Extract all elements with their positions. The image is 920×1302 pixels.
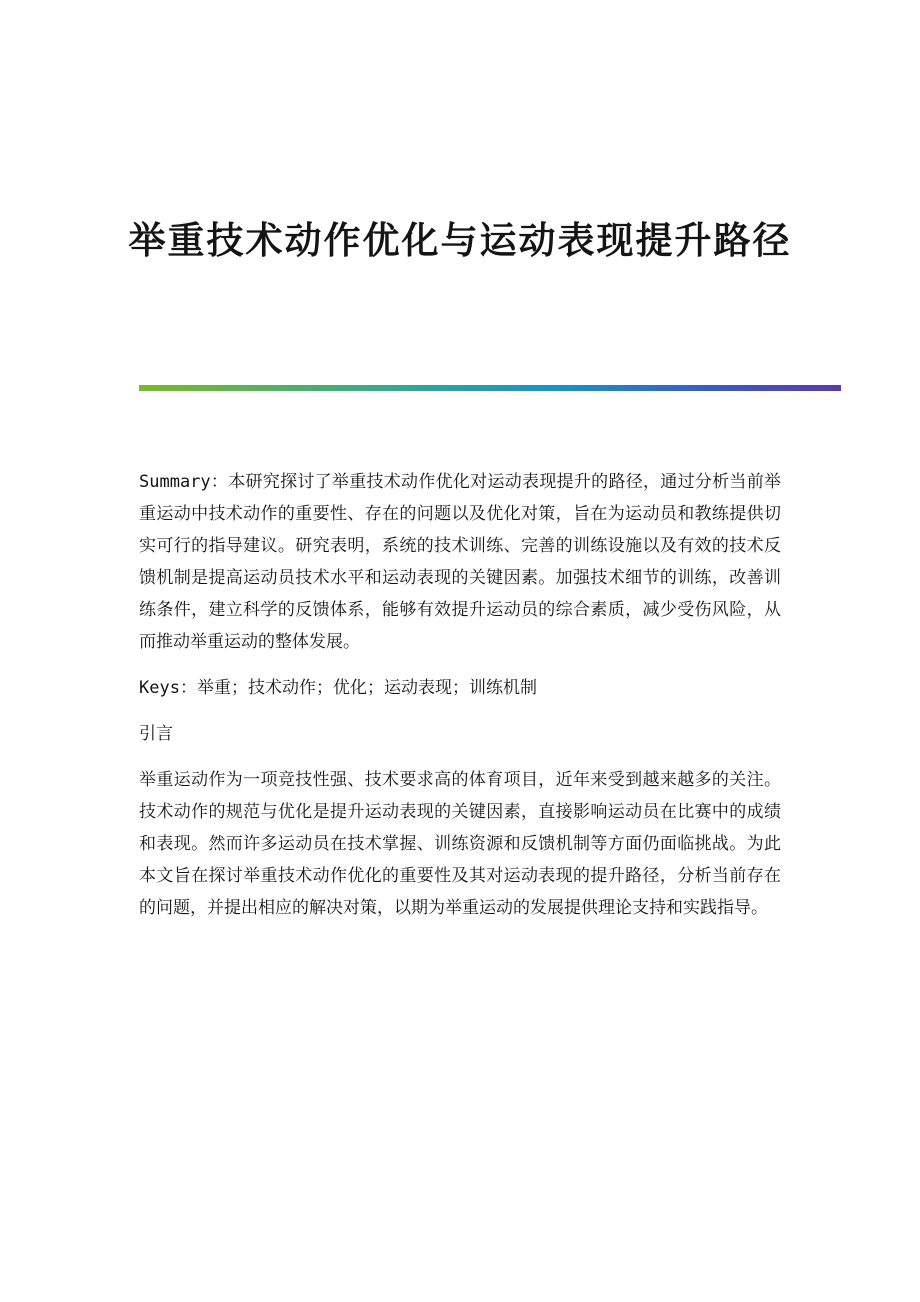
keywords-paragraph xyxy=(139,672,781,704)
section-heading-intro: 引言 xyxy=(139,724,173,744)
keywords-label: Keys： xyxy=(139,678,197,698)
title-divider xyxy=(139,385,841,391)
document-body xyxy=(139,466,781,924)
intro-paragraph: 举重运动作为一项竞技性强、技术要求高的体育项目，近年来受到越来越多的关注。技术动作的规范与优化是提升运动表现的关键因素，直接影响运动员在比赛中的成绩和表现。然而许多运动员在技术掌握、训练资源和反馈机制等方面仍面临挑战。为此本文旨在探讨举重技术动作优化的重要性及其对运动表现的提升路径，分析当前存在的问题，并提出相应的解决对策，以期为举重运动的发展提供理论支持和实践指导。 xyxy=(139,770,781,918)
keywords-text: 举重；技术动作；优化；运动表现；训练机制 xyxy=(196,678,537,698)
document-title: 举重技术动作优化与运动表现提升路径 xyxy=(128,218,792,262)
summary-label: Summary： xyxy=(139,472,229,492)
summary-paragraph xyxy=(139,466,781,658)
summary-text: 本研究探讨了举重技术动作优化对运动表现提升的路径，通过分析当前举重运动中技术动作的重要性、存在的问题以及优化对策，旨在为运动员和教练提供切实可行的指导建议。研究表明，系统的技术训练、完善的训练设施以及有效的技术反馈机制是提高运动员技术水平和运动表现的关键因素。加强技术细节的训练，改善训练条件，建立科学的反馈体系，能够有效提升运动员的综合素质，减少受伤风险，从而推动举重运动的整体发展。 xyxy=(139,472,781,652)
